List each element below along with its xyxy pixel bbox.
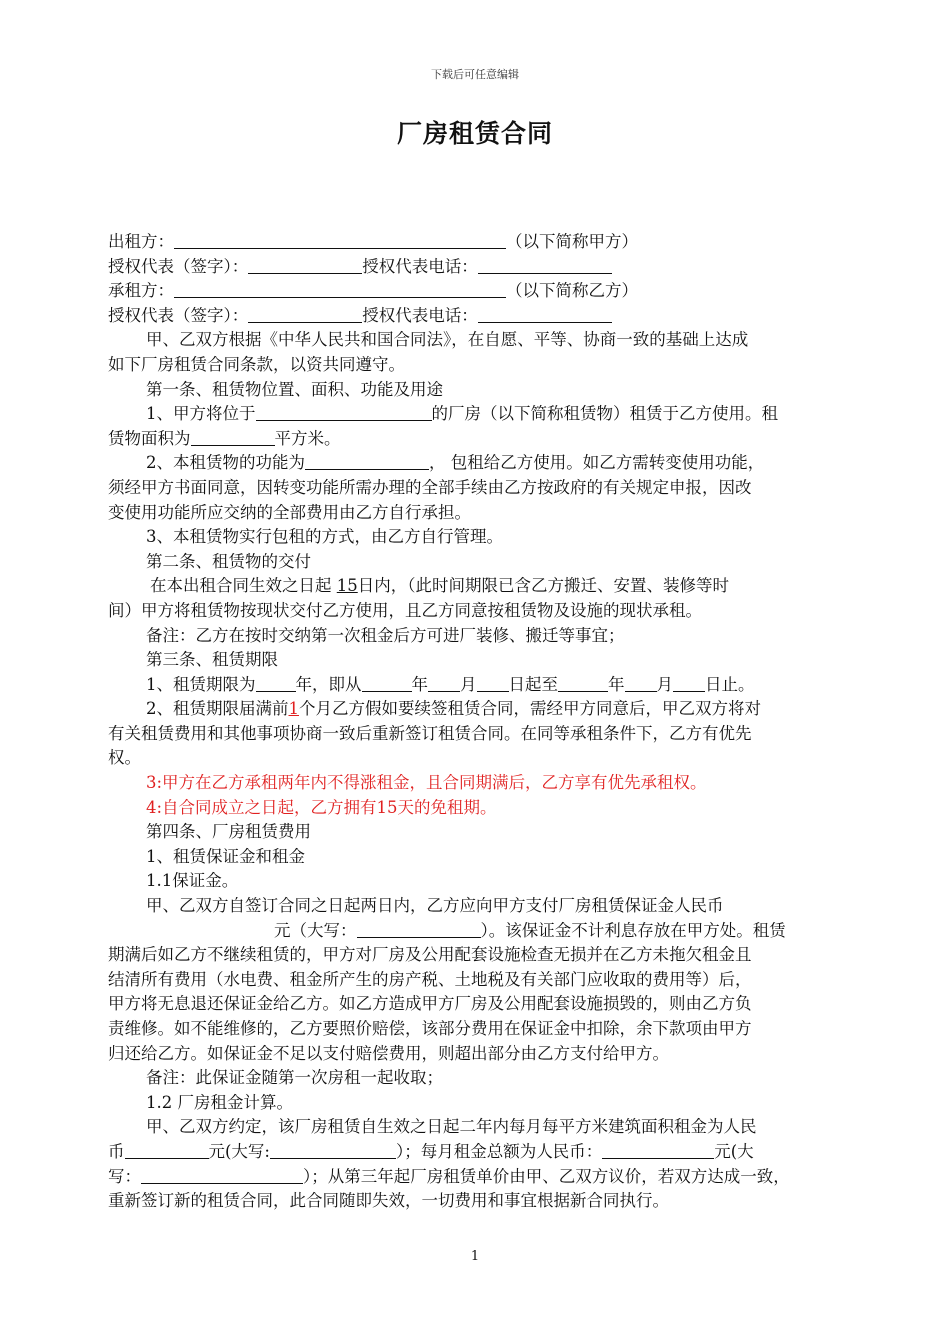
text: 元（大写： <box>274 920 357 940</box>
text: 日起至 <box>508 674 558 694</box>
article-3-p1 <box>108 673 864 698</box>
text: 年 <box>411 674 428 694</box>
document-title: 厂房租赁合同 <box>396 119 553 148</box>
rep-phone-blank <box>478 255 612 274</box>
text: 个月乙方假如要续签租赁合同，需经甲方同意后，甲乙双方将对 <box>299 699 761 719</box>
text: ）；从第三年起厂房租赁单价由甲、乙双方议价，若双方达成一致， <box>303 1166 790 1186</box>
deposit-p1-cont: 期满后如乙方不继续租赁的，甲方对厂房及公用配套设施检查无损并在乙方未拖欠租金且 <box>108 945 752 965</box>
text: 2、本租赁物的功能为 <box>146 453 305 473</box>
deposit-p1-cont <box>108 919 864 944</box>
article-3-heading: 第三条、租赁期限 <box>146 650 278 670</box>
lessor-line <box>108 230 864 255</box>
article-1-p1-cont <box>108 427 864 452</box>
month-blank <box>428 673 460 692</box>
delivery-days: 15 <box>336 576 358 596</box>
amount-words-blank <box>357 919 481 938</box>
function-blank <box>305 451 429 470</box>
text: 写： <box>108 1166 141 1186</box>
article-4-s12: 1.2 厂房租金计算。 <box>146 1092 293 1112</box>
text: 1、租赁期限为 <box>146 674 256 694</box>
rent-p1-cont <box>108 1165 864 1190</box>
intro-line: 甲、乙双方根据《中华人民共和国合同法》，在自愿、平等、协商一致的基础上达成 <box>146 330 749 350</box>
text: 元(大 <box>714 1141 754 1161</box>
year-blank <box>558 673 608 692</box>
deposit-p1-cont: 责维修。如不能维修的，乙方要照价赔偿，该部分费用在保证金中扣除，余下款项由甲方 <box>108 1019 752 1038</box>
unit-price-words-blank <box>270 1140 396 1159</box>
month-blank <box>625 673 657 692</box>
rep-label: 授权代表（签字）： <box>108 305 249 325</box>
intro-line: 如下厂房租赁合同条款，以资共同遵守。 <box>108 354 405 374</box>
text: 赁物面积为 <box>108 428 191 448</box>
location-blank <box>256 402 432 421</box>
article-1-p3: 3、本租赁物实行包租的方式，由乙方自行管理。 <box>146 527 503 547</box>
text: 年，即从 <box>295 674 362 694</box>
text: 1、甲方将位于 <box>146 404 256 424</box>
text: 月 <box>656 674 673 694</box>
lessee-suffix: （以下简称乙方） <box>506 281 638 301</box>
text: 2、租赁期限届满前 <box>146 699 289 719</box>
article-1-heading: 第一条、租赁物位置、面积、功能及用途 <box>146 379 443 399</box>
lessee-line <box>108 279 864 304</box>
deposit-p1-cont: 甲方将无息退还保证金给乙方。如乙方造成甲方厂房及公用配套设施损毁的，则由乙方负 <box>108 994 752 1014</box>
unit-price-blank <box>125 1140 209 1159</box>
text: ）；每月租金总额为人民币： <box>396 1141 603 1161</box>
article-3-p3: 3:甲方在乙方承租两年内不得涨租金，且合同期满后，乙方享有优先承租权。 <box>146 773 707 793</box>
rep-label: 授权代表（签字）： <box>108 256 249 276</box>
article-4-s11: 1.1保证金。 <box>146 871 239 891</box>
lessee-label: 承租方： <box>108 281 174 301</box>
lessor-suffix: （以下简称甲方） <box>506 232 638 251</box>
renewal-months: 1 <box>288 699 299 719</box>
deposit-p1: 甲、乙双方自签订合同之日起两日内，乙方应向甲方支付厂房租赁保证金人民币 <box>146 896 724 916</box>
day-blank <box>673 673 705 692</box>
text: 年 <box>608 674 625 694</box>
text: 在本出租合同生效之日起 <box>150 576 337 596</box>
lessor-blank <box>174 230 506 249</box>
term-blank <box>256 673 296 692</box>
lessor-label: 出租方： <box>108 232 174 251</box>
rep-blank <box>248 304 362 323</box>
contract-body <box>108 230 864 1214</box>
deposit-note: 备注：此保证金随第一次房租一起收取； <box>146 1068 443 1088</box>
rep-phone-label: 授权代表电话： <box>362 256 478 276</box>
article-1-p2 <box>108 451 864 476</box>
text: 日内，（此时间期限已含乙方搬迁、安置、装修等时 <box>357 576 729 596</box>
article-2-p1-cont: 间）甲方将租赁物按现状交付乙方使用，且乙方同意按租赁物及设施的现状承租。 <box>108 600 702 620</box>
deposit-p1-cont: 归还给乙方。如保证金不足以支付赔偿费用，则超出部分由乙方支付给甲方。 <box>108 1043 669 1063</box>
text: 平方米。 <box>274 428 341 448</box>
lessor-rep-line <box>108 255 864 280</box>
rep-blank <box>248 255 362 274</box>
header-note: 下载后可任意编辑 <box>431 68 519 81</box>
article-4-s1: 1、租赁保证金和租金 <box>146 846 305 866</box>
article-1-p2-cont: 变使用功能所应交纳的全部费用由乙方自行承担。 <box>108 502 471 522</box>
article-1-p1 <box>108 402 864 427</box>
lessee-rep-line <box>108 304 864 329</box>
article-3-p4: 4:自合同成立之日起，乙方拥有15天的免租期。 <box>146 797 497 817</box>
page-number: 1 <box>470 1249 480 1264</box>
text: 币 <box>108 1141 125 1161</box>
area-blank <box>191 427 275 446</box>
text: 元(大写: <box>208 1141 270 1161</box>
text: ）。该保证金不计利息存放在甲方处。租赁 <box>480 920 786 940</box>
article-4-heading: 第四条、厂房租赁费用 <box>146 822 311 842</box>
lessee-blank <box>174 279 506 298</box>
day-blank <box>477 673 509 692</box>
article-2-heading: 第二条、租赁物的交付 <box>146 551 311 571</box>
article-3-p2-cont: 有关租赁费用和其他事项协商一致后重新签订租赁合同。在同等承租条件下，乙方有优先 <box>108 723 752 743</box>
year-blank <box>362 673 412 692</box>
text: 月 <box>460 674 477 694</box>
deposit-p1-cont: 结清所有费用（水电费、租金所产生的房产税、土地税及有关部门应收取的费用等）后， <box>108 969 752 989</box>
rep-phone-label: 授权代表电话： <box>362 305 478 325</box>
monthly-total-words-blank <box>141 1165 303 1184</box>
article-2-p1 <box>108 574 864 599</box>
rent-p1-cont: 重新签订新的租赁合同，此合同随即失效，一切费用和事宜根据新合同执行。 <box>108 1191 669 1211</box>
article-3-p2 <box>108 697 864 722</box>
monthly-total-blank <box>602 1140 714 1159</box>
article-3-p2-cont: 权。 <box>108 748 141 768</box>
text: ， 包租给乙方使用。如乙方需转变使用功能， <box>429 453 765 473</box>
article-1-p2-cont: 须经甲方书面同意，因转变功能所需办理的全部手续由乙方按政府的有关规定申报，因改 <box>108 477 752 497</box>
rent-p1-cont <box>108 1140 864 1165</box>
article-2-note: 备注：乙方在按时交纳第一次租金后方可进厂装修、搬迁等事宜； <box>146 625 625 645</box>
rent-p1: 甲、乙双方约定，该厂房租赁自生效之日起二年内每月每平方米建筑面积租金为人民 <box>146 1117 757 1137</box>
rep-phone-blank <box>478 304 612 323</box>
text: 日止。 <box>705 674 755 694</box>
text: 的厂房（以下简称租赁物）租赁于乙方使用。租 <box>431 404 778 424</box>
